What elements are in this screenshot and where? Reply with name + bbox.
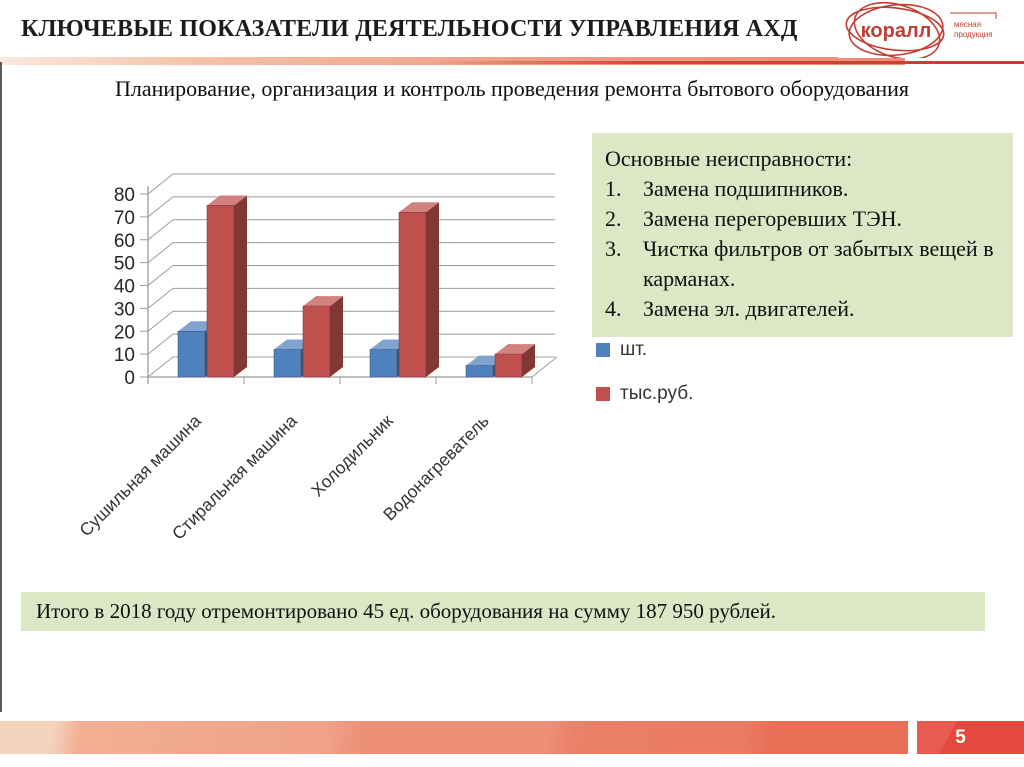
bar-тыс.руб.-Водонагреватель (495, 344, 535, 377)
fault-item-number: 2. (605, 206, 622, 231)
legend-swatch-icon (596, 387, 610, 401)
y-tick-label: 70 (113, 207, 135, 229)
fault-list-item (605, 174, 999, 204)
legend-swatch-icon (596, 343, 610, 357)
legend-item (596, 383, 693, 405)
footer-ribbon-end (917, 721, 1024, 754)
bar-тыс.руб.-Стиральная машина (303, 296, 343, 377)
y-tick-label: 80 (113, 185, 135, 206)
fault-item-number: 4. (605, 296, 622, 321)
y-tick-label: 50 (113, 253, 135, 275)
fault-item-text: Замена эл. двигателей. (643, 296, 855, 321)
category-label: Водонагреватель (379, 410, 493, 525)
faults-panel-title: Основные неисправности: (605, 146, 853, 171)
fault-list-item (605, 234, 999, 294)
legend-label: тыс.руб. (620, 383, 694, 404)
bars (178, 195, 535, 377)
y-tick-label: 60 (113, 230, 135, 252)
y-tick-label: 0 (124, 368, 135, 389)
category-label: Стиральная машина (167, 410, 301, 544)
y-axis-labels (114, 185, 135, 389)
fault-item-number: 1. (605, 176, 622, 201)
summary-banner: Итого в 2018 году отремонтировано 45 ед. оборудования на сумму 187 950 рублей. (21, 592, 985, 631)
category-label: Холодильник (307, 410, 397, 501)
title-divider-rule-accent (430, 61, 1024, 64)
bar-тыс.руб.-Холодильник (399, 202, 439, 377)
fault-item-text: Замена перегоревших ТЭН. (643, 206, 903, 231)
category-labels (75, 410, 493, 543)
fault-item-number: 3. (605, 236, 622, 261)
y-tick-label: 10 (113, 345, 135, 367)
3d-bar-chart (40, 148, 570, 588)
page-title: КЛЮЧЕВЫЕ ПОКАЗАТЕЛИ ДЕЯТЕЛЬНОСТИ УПРАВЛЕНИЯ АХД (21, 16, 798, 42)
y-tick-label: 40 (113, 276, 135, 298)
y-tick-label: 30 (113, 299, 135, 321)
fault-list-item (605, 294, 999, 324)
legend-label: шт. (620, 339, 648, 360)
logo-tagline-line2: продукция (954, 30, 993, 39)
slide-subtitle: Планирование, организация и контроль проведения ремонта бытового оборудования (114, 76, 910, 101)
logo-wordmark: коралл (860, 20, 932, 42)
footer-ribbon (0, 721, 908, 754)
logo-tagline-bracket (950, 13, 996, 19)
fault-list-item (605, 204, 999, 234)
fault-item-text: Замена подшипников. (643, 176, 849, 201)
page-number: 5 (955, 726, 966, 748)
fault-item-text: Чистка фильтров от забытых вещей в карманах. (643, 236, 994, 291)
left-edge-rule (0, 62, 2, 712)
coral-logo-icon (838, 0, 1024, 58)
company-logo (838, 0, 1024, 58)
bar-тыс.руб.-Сушильная машина (207, 195, 247, 377)
chart-legend (596, 339, 693, 427)
y-tick-label: 20 (113, 322, 135, 344)
legend-item (596, 339, 693, 361)
category-label: Сушильная машина (75, 410, 205, 541)
logo-tagline-line1: мясная (954, 20, 982, 29)
faults-panel (592, 133, 1013, 337)
